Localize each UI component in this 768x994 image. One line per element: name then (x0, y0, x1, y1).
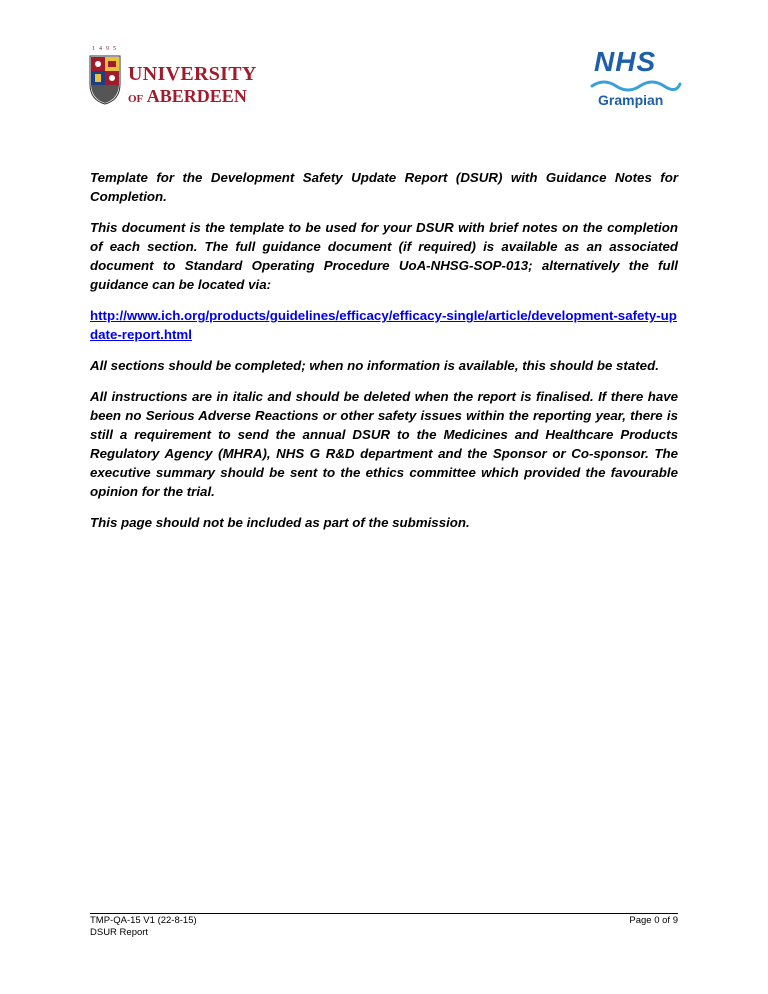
document-body (90, 168, 678, 544)
nhs-mark: NHS (594, 46, 657, 77)
intro-paragraph: This document is the template to be used for your DSUR with brief notes on the completion of each section. The full guidance document (if required) is available as an associated document to Standard Operating Procedure UoA-NHSG-SOP-013; alternatively the full guidance can be located via: (90, 220, 678, 292)
document-title: Template for the Development Safety Update Report (DSUR) with Guidance Notes for Completion. (90, 170, 678, 204)
university-crest-icon (88, 54, 122, 106)
university-wordmark-of: OF (128, 93, 144, 105)
university-wordmark-name: ABERDEEN (146, 86, 247, 106)
nhs-region: Grampian (598, 92, 664, 108)
university-wordmark (128, 64, 257, 105)
instructions-paragraph: All instructions are in italic and should be deleted when the report is finalised. If there have been no Serious Adverse Reactions or other safety issues within the reporting year, there is still a requirement to send the annual DSUR to the Medicines and Healthcare Products Regulatory Agency (MHRA), NHS G R&D department and the Sponsor or Co-sponsor. The executive summary should be sent to the ethics committee which provided the favourable opinion for the trial. (90, 389, 678, 499)
nhs-grampian-logo (584, 44, 684, 114)
footer-doc-name: DSUR Report (90, 927, 149, 938)
founding-year: 1495 (92, 46, 120, 52)
university-wordmark-line1: UNIVERSITY (128, 63, 257, 85)
footer-doc-code: TMP-QA-15 V1 (22-8-15) (90, 915, 197, 926)
wave-icon (590, 78, 682, 92)
footer-left (90, 915, 197, 939)
completion-note: All sections should be completed; when no information is available, this should be stated. (90, 358, 659, 373)
ich-guidance-link[interactable]: http://www.ich.org/products/guidelines/efficacy/efficacy-single/article/development-safety-update-report.html (90, 308, 677, 342)
footer-page-number: Page 0 of 9 (629, 915, 678, 926)
footer-divider (90, 913, 678, 914)
university-wordmark-line2 (128, 87, 257, 105)
exclusion-note: This page should not be included as part of the submission. (90, 515, 470, 530)
university-of-aberdeen-logo (88, 46, 257, 108)
